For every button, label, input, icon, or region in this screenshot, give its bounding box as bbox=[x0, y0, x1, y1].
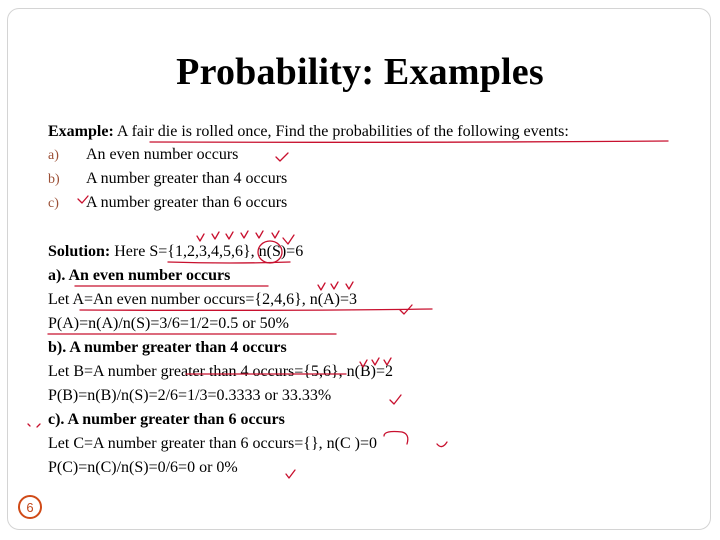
page-number-badge: 6 bbox=[18, 495, 42, 519]
item-a-text: An even number occurs bbox=[86, 146, 239, 163]
solution-label: Solution: bbox=[48, 243, 111, 260]
item-c-text: A number greater than 6 occurs bbox=[86, 194, 288, 211]
solution-line bbox=[48, 242, 303, 262]
solution-intro: Here S={1,2,3,4,5,6}, n(S)=6 bbox=[110, 243, 304, 260]
solution-a-line2: P(A)=n(A)/n(S)=3/6=1/2=0.5 or 50% bbox=[48, 315, 289, 332]
solution-b-heading: b). A number greater than 4 occurs bbox=[48, 339, 287, 356]
solution-a-heading: a). An even number occurs bbox=[48, 267, 231, 284]
solution-c-line2: P(C)=n(C)/n(S)=0/6=0 or 0% bbox=[48, 459, 238, 476]
example-line bbox=[48, 122, 569, 142]
item-c-letter: c) bbox=[48, 196, 59, 211]
solution-b-line1: Let B=A number greater than 4 occurs={5,6}, n(B)=2 bbox=[48, 363, 394, 380]
slide-title: Probability: Examples bbox=[176, 51, 544, 93]
solution-c-line1: Let C=A number greater than 6 occurs={}, n(C )=0 bbox=[48, 435, 378, 452]
item-a-letter: a) bbox=[48, 148, 59, 163]
solution-c-heading: c). A number greater than 6 occurs bbox=[48, 411, 285, 428]
item-b-letter: b) bbox=[48, 172, 60, 187]
solution-a-line1: Let A=An even number occurs={2,4,6}, n(A)=3 bbox=[48, 291, 358, 308]
item-b-text: A number greater than 4 occurs bbox=[86, 170, 288, 187]
example-label: Example: bbox=[48, 123, 114, 140]
solution-b-line2: P(B)=n(B)/n(S)=2/6=1/3=0.3333 or 33.33% bbox=[48, 387, 332, 404]
example-text: A fair die is rolled once, Find the probabilities of the following events: bbox=[113, 123, 569, 140]
